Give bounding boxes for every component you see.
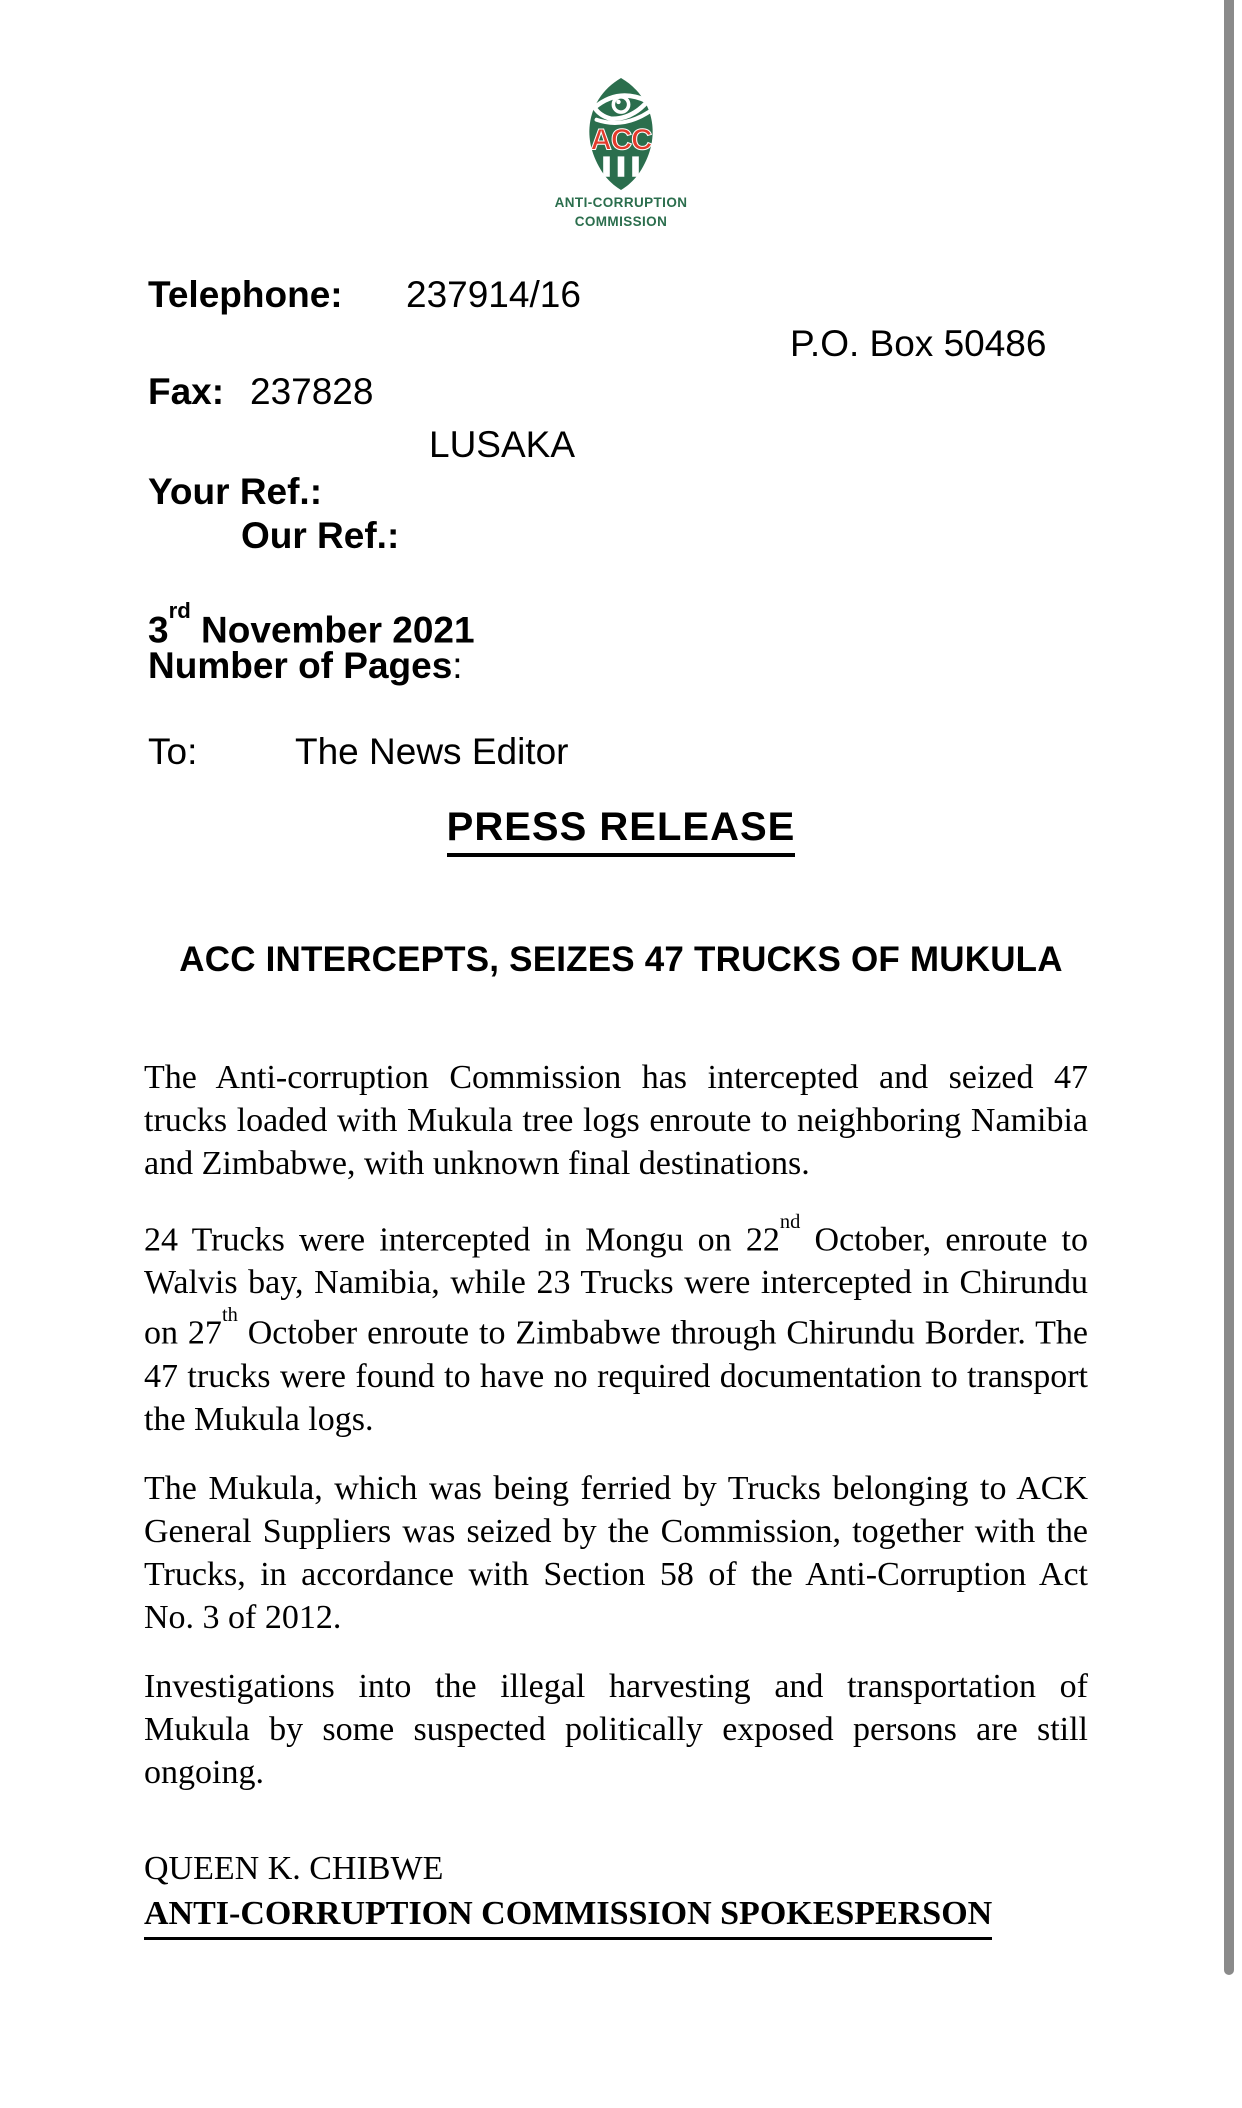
telephone-line — [148, 273, 581, 317]
date-ordinal: rd — [168, 597, 191, 623]
scrollbar-thumb[interactable] — [1224, 0, 1234, 1975]
our-ref-line — [241, 514, 399, 558]
logo-three-bars — [603, 156, 639, 176]
telephone-label: Telephone: — [148, 274, 343, 315]
logo-org-name-line2: COMMISSION — [574, 214, 668, 229]
acc-logo — [0, 78, 1242, 231]
date-rest: November 2021 — [190, 609, 475, 651]
signature-block — [144, 1846, 992, 1940]
logo-acc-text: ACC — [590, 123, 652, 157]
your-ref-label: Your Ref.: — [148, 471, 323, 512]
fax-value: 237828 — [250, 371, 374, 412]
fax-line — [148, 370, 373, 414]
paragraph-2: 24 Trucks were intercepted in Mongu on 22nd October, enroute to Walvis bay, Namibia, while 23 Trucks were intercepted in Chirundu on 27th October enroute to Zimbabwe through Chirundu Border. The 47 trucks were found to have no required documentation to transport the Mukula logs. — [144, 1210, 1089, 1438]
po-box-value: P.O. Box 50486 — [790, 323, 1047, 364]
acc-logo-emblem — [582, 78, 660, 190]
to-value: The News Editor — [295, 731, 569, 772]
pages-colon: : — [452, 645, 463, 686]
headline-text: ACC INTERCEPTS, SEIZES 47 TRUCKS OF MUKULA — [179, 940, 1063, 979]
to-label: To: — [148, 731, 198, 772]
body-text — [144, 1056, 1088, 1820]
paragraph-1: The Anti-corruption Commission has intercepted and seized 47 trucks loaded with Mukula tree logs enroute to neighboring Namibia and Zimbabwe, with unknown final destinations. — [144, 1059, 1088, 1182]
pages-label: Number of Pages — [148, 645, 453, 686]
city-line — [429, 423, 575, 467]
logo-org-name-line1: ANTI-CORRUPTION — [554, 195, 688, 210]
fax-label: Fax: — [148, 371, 225, 412]
logo-org-name — [555, 193, 688, 231]
pages-line — [148, 644, 463, 688]
press-release-title-row — [0, 805, 1242, 857]
telephone-value: 237914/16 — [406, 274, 581, 315]
press-release-title: PRESS RELEASE — [447, 805, 796, 857]
date-day: 3 — [148, 609, 169, 651]
spokesperson-name: QUEEN K. CHIBWE — [144, 1850, 444, 1887]
to-line — [148, 730, 569, 774]
city-value: LUSAKA — [429, 424, 576, 465]
paragraph-3: The Mukula, which was being ferried by Trucks belonging to ACK General Suppliers was seized by the Commission, together with the Trucks, in accordance with Section 58 of the Anti-Corruption Act No. 3 of 2012. — [144, 1469, 1088, 1636]
our-ref-label: Our Ref.: — [241, 515, 400, 556]
ordinal-superscript: th — [221, 1304, 238, 1327]
ordinal-superscript: nd — [779, 1210, 801, 1233]
po-box-line — [790, 322, 1046, 366]
your-ref-line — [148, 470, 322, 514]
spokesperson-title: ANTI-CORRUPTION COMMISSION SPOKESPERSON — [144, 1891, 992, 1940]
paragraph-4: Investigations into the illegal harvesting and transportation of Mukula by some suspected politically exposed persons are still ongoing. — [144, 1667, 1088, 1791]
headline — [0, 940, 1242, 980]
